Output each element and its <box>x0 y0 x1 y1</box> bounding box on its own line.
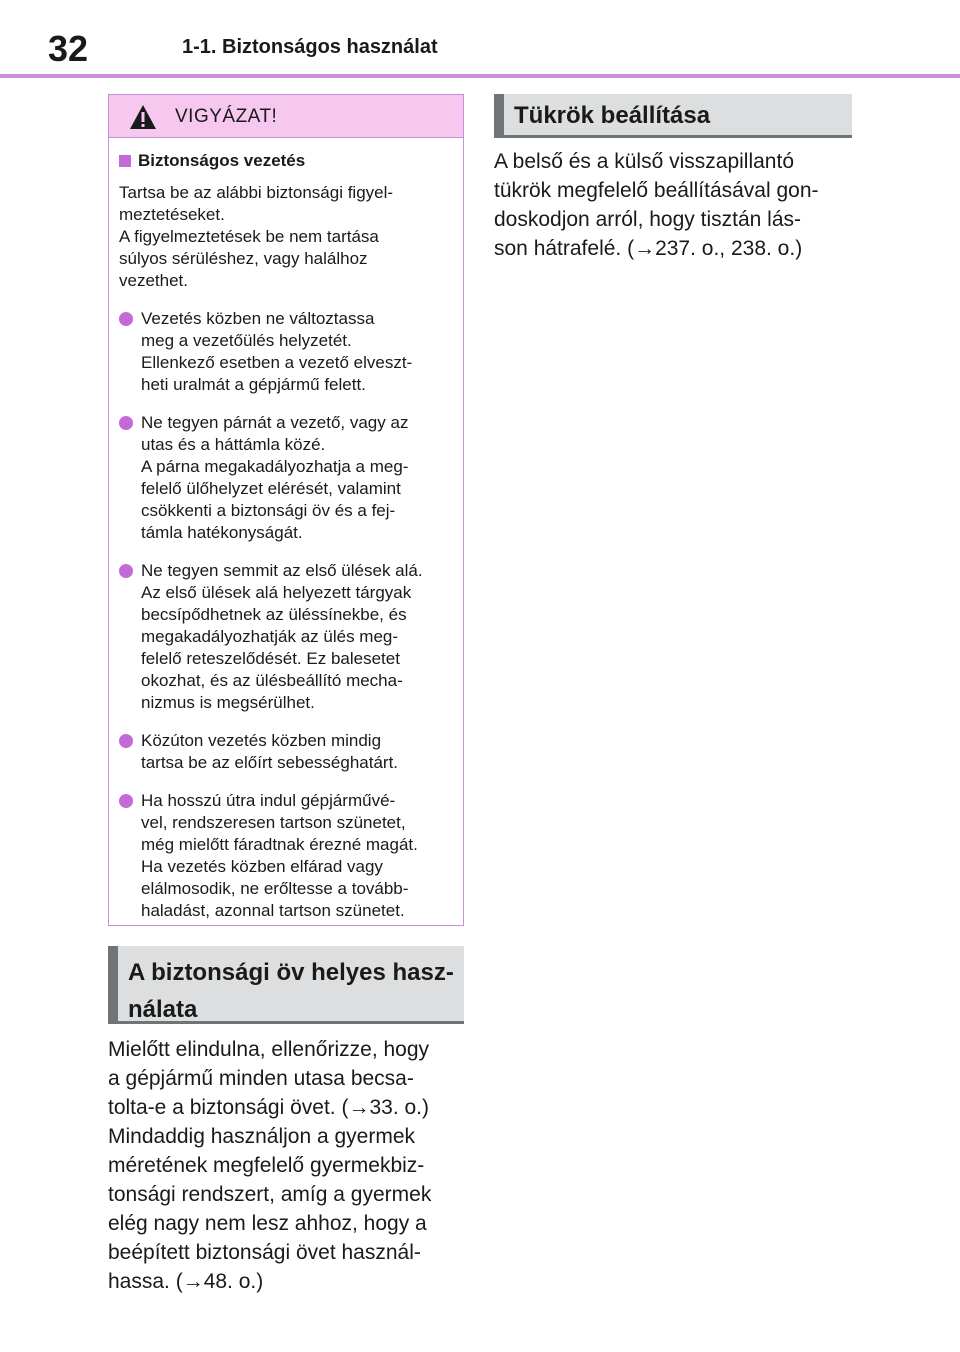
heading-bar <box>494 94 504 135</box>
warning-bullet <box>119 412 445 544</box>
warning-bullet <box>119 730 445 774</box>
warning-header <box>109 95 463 138</box>
square-bullet-icon <box>119 155 131 167</box>
seatbelt-paragraph: Mielőtt elindulna, ellenőrizze, hogy a gépjármű minden utasa becsa- tolta-e a biztonsági övet. (→33. o.) Mindaddig használjon a gyermek méretének megfelelő gyermekbiz- tonsági rendszert, amíg a gyermek elég nagy nem lesz ahhoz, hogy a beépített biztonsági övet használ- hassa. (→48. o.) <box>108 1038 432 1293</box>
bullet-dot-icon <box>119 794 133 808</box>
bullet-dot-icon <box>119 416 133 430</box>
warning-subheading <box>119 150 445 172</box>
warning-bullet-text: Vezetés közben ne változtassa meg a vezetőülés helyzetét. Ellenkező esetben a vezető elveszt- heti uralmát a gépjármű felett. <box>141 309 413 394</box>
bullet-dot-icon <box>119 564 133 578</box>
mirrors-heading-text: Tükrök beállítása <box>514 102 711 129</box>
warning-bullet-text: Ha hosszú útra indul gépjárművé- vel, rendszeresen tartson szünetet, még mielőtt fáradtnak érezné magát. Ha vezetés közben elfárad vagy elálmosodik, ne erőltesse a tovább- haladást, azonnal tartson szünetet. <box>141 791 418 920</box>
warning-bullet <box>119 308 445 396</box>
warning-title: VIGYÁZAT! <box>175 106 278 127</box>
seatbelt-heading <box>108 946 464 1024</box>
seatbelt-heading-text: A biztonsági öv helyes hasz- nálata <box>128 959 454 1023</box>
warning-subheading-text: Biztonságos vezetés <box>138 151 306 170</box>
warning-body <box>109 138 463 922</box>
bullet-dot-icon <box>119 734 133 748</box>
warning-intro <box>119 182 445 292</box>
warning-bullet-text: Ne tegyen párnát a vezető, vagy az utas és a háttámla közé. A párna megakadályozhatja a meg- felelő ülőhelyzet elérését, valamint csökkenti a biztonsági öv és a fej- támla hatékonyságát. <box>141 413 409 542</box>
warning-intro-text: Tartsa be az alábbi biztonsági figyel- meztetéseket. A figyelmeztetések be nem tartása súlyos sérüléshez, vagy halálhoz vezethet. <box>119 183 394 290</box>
mirrors-heading <box>494 94 852 138</box>
bullet-dot-icon <box>119 312 133 326</box>
heading-bar <box>108 946 118 1021</box>
mirrors-paragraph: A belső és a külső visszapillantó tükrök megfelelő beállításával gon- doskodjon arról, hogy tisztán lás- son hátrafelé. (→237. o., 238. o.) <box>494 150 819 260</box>
warning-bullet <box>119 560 445 714</box>
warning-bullet <box>119 790 445 922</box>
warning-triangle-icon <box>129 104 157 130</box>
warning-bullet-text: Közúton vezetés közben mindig tartsa be az előírt sebességhatárt. <box>141 731 399 772</box>
page-header <box>0 0 960 80</box>
page-number: 32 <box>48 28 89 69</box>
header-rule <box>0 74 960 78</box>
section-title: 1-1. Biztonságos használat <box>182 36 438 58</box>
warning-box <box>108 94 464 926</box>
warning-bullet-text: Ne tegyen semmit az első ülések alá. Az első ülések alá helyezett tárgyak becsípődhetnek az üléssínekbe, és megakadályozhatják az ülés meg- felelő reteszelődését. Ez balesetet okozhat, és az ülésbeállító mecha- nizmus is megsérülhet. <box>141 561 423 712</box>
